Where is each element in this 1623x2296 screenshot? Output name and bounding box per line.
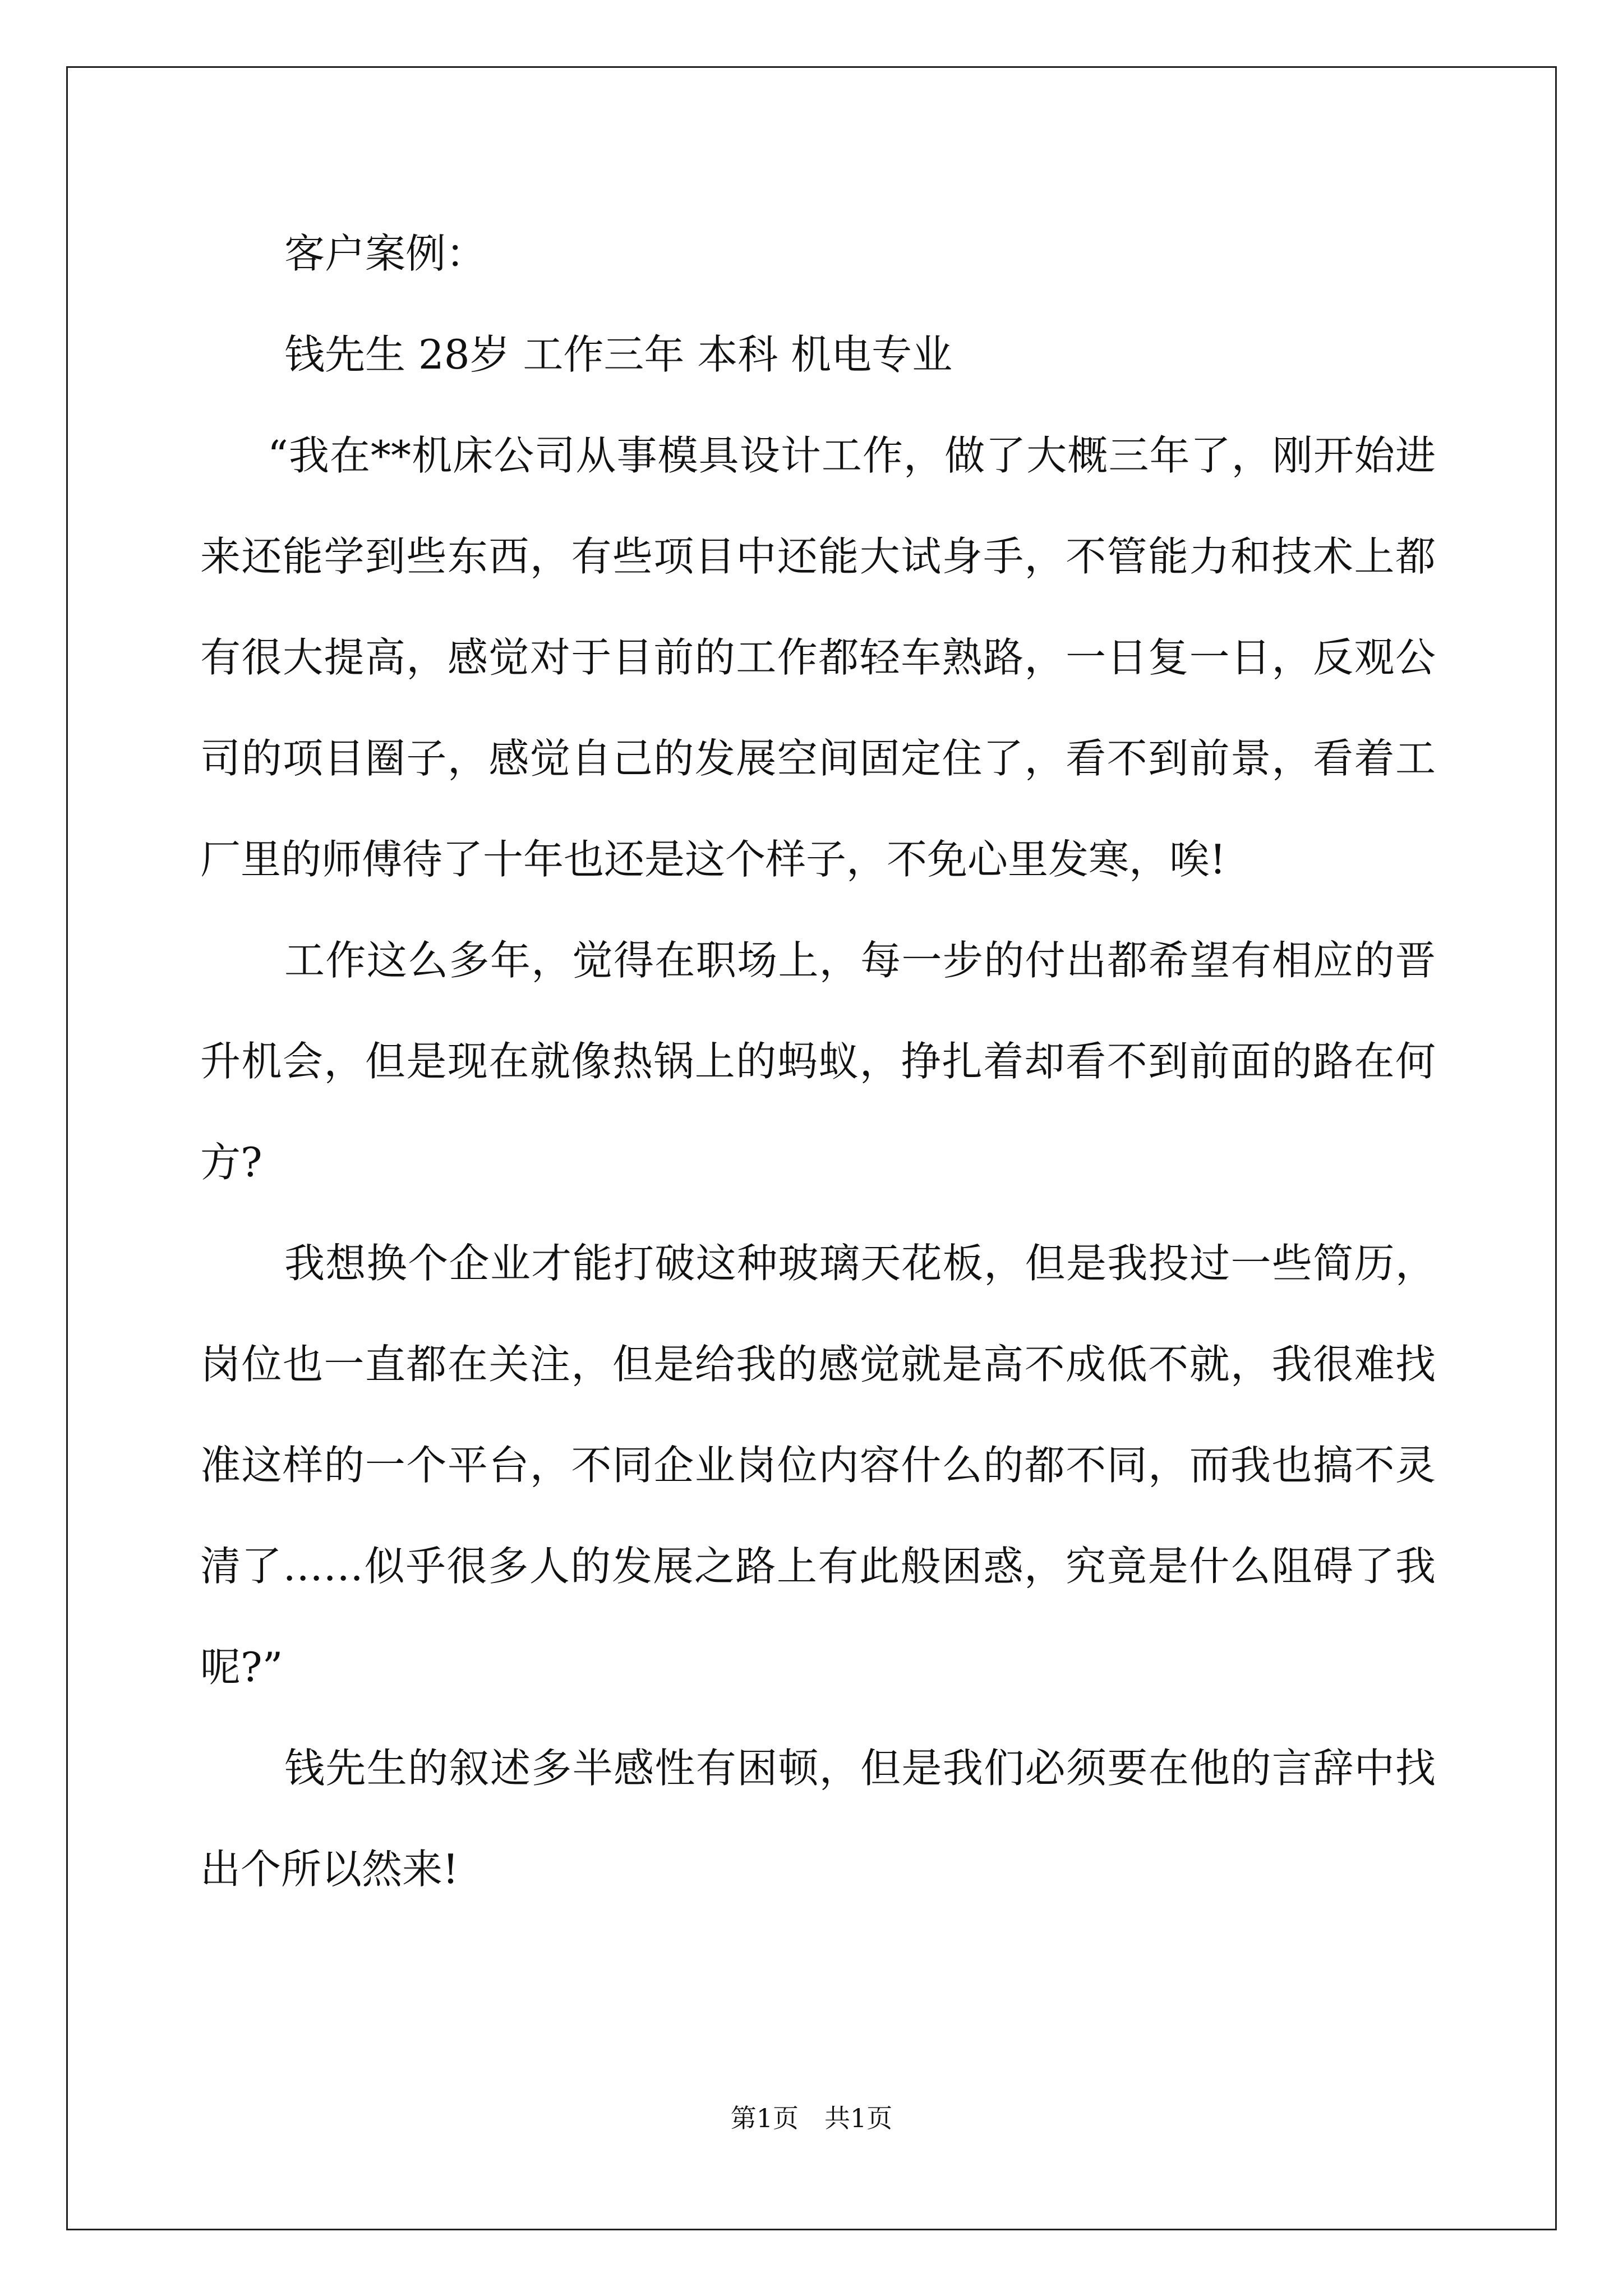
paragraph-client-statement-2: 工作这么多年，觉得在职场上，每一步的付出都希望有相应的晋升机会，但是现在就像热锅上的蚂蚁，挣扎着却看不到前面的路在何方?: [200, 937, 1436, 1186]
paragraph-client-statement-3: 我想换个企业才能打破这种玻璃天花板，但是我投过一些简历，岗位也一直都在关注，但是给我的感觉就是高不成低不就，我很难找准这样的一个平台，不同企业岗位内容什么的都不同，而我也搞不灵清了……似乎很多人的发展之路上有此般困惑，究竟是什么阻碍了我呢?”: [200, 1240, 1436, 1691]
paragraph-case-heading: 客户案例：: [284, 230, 487, 277]
page-footer: 第1页 共1页: [730, 2103, 893, 2133]
document-body: [200, 203, 1436, 1920]
paragraph-analysis: 钱先生的叙述多半感性有困顿，但是我们必须要在他的言辞中找出个所以然来!: [200, 1745, 1436, 1893]
paragraph-client-profile: 钱先生 28岁 工作三年 本科 机电专业: [284, 331, 953, 378]
paragraph-client-statement-1: “我在**机床公司从事模具设计工作，做了大概三年了，刚开始进来还能学到些东西，有些项目中还能大试身手，不管能力和技术上都有很大提高，感觉对于目前的工作都轻车熟路，一日复一日，反观公司的项目圈子，感觉自己的发展空间固定住了，看不到前景，看着工厂里的师傅待了十年也还是这个样子，不免心里发寒，唉!: [200, 432, 1436, 883]
